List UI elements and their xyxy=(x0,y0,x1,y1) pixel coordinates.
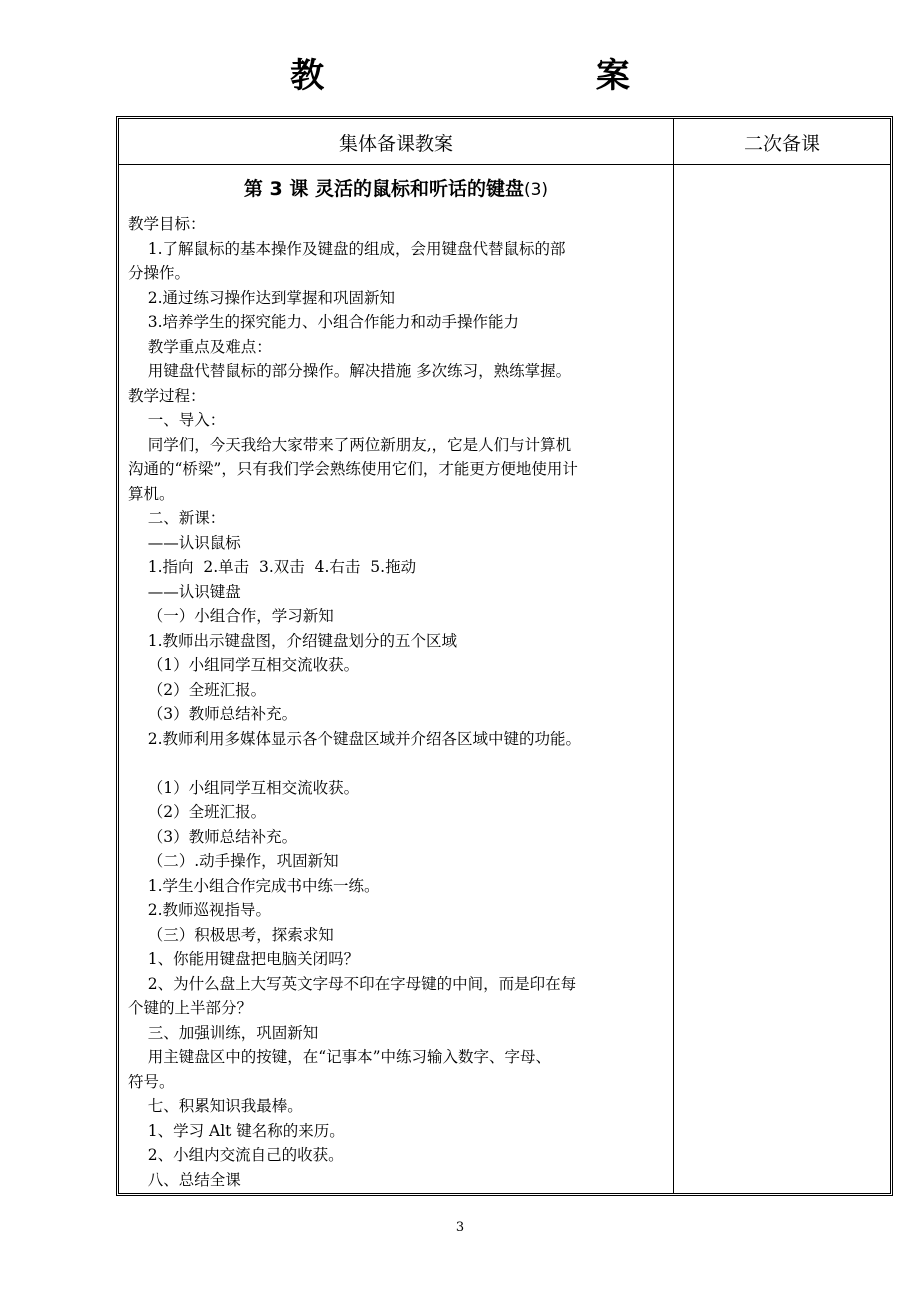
header-divider xyxy=(119,164,890,165)
lesson-line: 2.教师利用多媒体显示各个键盘区域并介绍各区域中键的功能。 xyxy=(128,729,581,748)
lesson-line: （3）教师总结补充。 xyxy=(128,705,298,723)
lesson-line: 七、积累知识我最棒。 xyxy=(128,1097,303,1115)
second-plan-header: 二次备课 xyxy=(743,133,820,155)
collective-plan-header: 集体备课教案 xyxy=(338,133,453,155)
lesson-line: （1）小组同学互相交流收获。 xyxy=(128,656,360,674)
lesson-line: 同学们，今天我给大家带来了两位新朋友,，它是人们与计算机 xyxy=(128,435,572,454)
lesson-line: 1、学习 Alt 键名称的来历。 xyxy=(128,1121,345,1140)
lesson-line: 分操作。 xyxy=(128,264,191,282)
page-number: 3 xyxy=(455,1220,465,1235)
lesson-line: 2、小组内交流自己的收获。 xyxy=(128,1146,344,1164)
column-divider xyxy=(673,119,674,1193)
lesson-line: 1、你能用键盘把电脑关闭吗？ xyxy=(128,950,360,968)
lesson-line: （3）教师总结补充。 xyxy=(128,827,298,846)
lesson-line: 个键的上半部分？ xyxy=(128,999,253,1017)
lesson-line: 1.指向 2.单击 3.双击 4.右击 5.拖动 xyxy=(128,558,417,576)
lesson-line: 三、加强训练，巩固新知 xyxy=(128,1023,319,1042)
lesson-line: 二、新课： xyxy=(128,509,226,527)
lesson-line: 1.教师出示键盘图，介绍键盘划分的五个区域 xyxy=(128,631,457,650)
lesson-line: 算机。 xyxy=(128,484,175,503)
lesson-line: 用键盘代替鼠标的部分操作。解决措施 多次练习，熟练掌握。 xyxy=(128,362,572,380)
lesson-title-text: 第 3 课 灵活的鼠标和听话的键盘 xyxy=(243,178,524,200)
lesson-body xyxy=(128,212,672,1192)
lesson-line: 八、总结全课 xyxy=(128,1170,241,1189)
lesson-line: （2）全班汇报。 xyxy=(128,803,267,821)
lesson-title-suffix: (3) xyxy=(523,180,549,200)
lesson-line: 符号。 xyxy=(128,1072,175,1091)
lesson-title xyxy=(120,176,672,203)
lesson-line: （1）小组同学互相交流收获。 xyxy=(128,778,360,797)
lesson-line: 教学过程： xyxy=(128,386,206,405)
lesson-line: 一、导入： xyxy=(128,411,226,429)
lesson-line: 1.了解鼠标的基本操作及键盘的组成，会用键盘代替鼠标的部 xyxy=(128,239,566,258)
lesson-line: （三）积极思考，探索求知 xyxy=(128,925,334,944)
lesson-line: 教学重点及难点： xyxy=(128,337,272,356)
lesson-line: ——认识键盘 xyxy=(128,582,241,601)
lesson-line: ——认识鼠标 xyxy=(128,533,241,552)
lesson-line: 2.通过练习操作达到掌握和巩固新知 xyxy=(128,288,395,307)
lesson-line: 2.教师巡视指导。 xyxy=(128,901,271,919)
lesson-line: 1.学生小组合作完成书中练一练。 xyxy=(128,876,380,895)
lesson-line: 2、为什么盘上大写英文字母不印在字母键的中间，而是印在每 xyxy=(128,974,577,993)
lesson-line xyxy=(128,751,672,776)
lesson-line: （二）.动手操作，巩固新知 xyxy=(128,852,339,870)
lesson-line: 沟通的“桥梁”，只有我们学会熟练使用它们，才能更方便地使用计 xyxy=(128,460,578,478)
page-title: 教 案 xyxy=(290,56,760,96)
lesson-line: （2）全班汇报。 xyxy=(128,680,267,699)
lesson-line: 用主键盘区中的按键，在“记事本”中练习输入数字、字母、 xyxy=(128,1048,552,1066)
lesson-line: 教学目标： xyxy=(128,215,206,233)
lesson-line: 3.培养学生的探究能力、小组合作能力和动手操作能力 xyxy=(128,313,519,331)
lesson-line: （一）小组合作，学习新知 xyxy=(128,607,334,625)
